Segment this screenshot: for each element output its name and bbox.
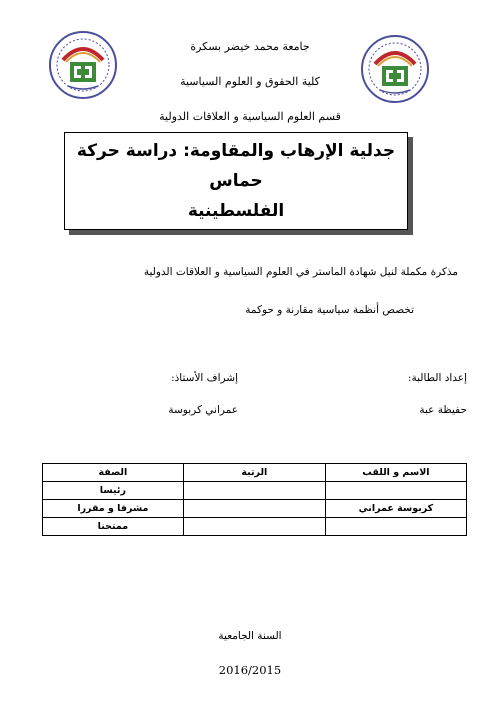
cell-name xyxy=(325,518,466,536)
cell-role: ممتحنا xyxy=(43,518,184,536)
table-row xyxy=(43,518,467,536)
faculty-name: كلية الحقوق و العلوم السياسية xyxy=(180,75,320,88)
cell-rank xyxy=(183,482,325,500)
cell-rank xyxy=(183,518,325,536)
specialty: تخصص أنظمة سياسية مقارنة و حوكمة xyxy=(245,304,414,316)
supervisor-name: عمراني كربوسة xyxy=(168,404,238,416)
jury-table xyxy=(42,463,467,536)
thesis-title-line1: جدلية الإرهاب والمقاومة: دراسة حركة حماس xyxy=(76,141,396,191)
table-row xyxy=(43,500,467,518)
cell-rank xyxy=(183,500,325,518)
student-name: حفيظة عبة xyxy=(419,404,467,416)
thesis-title-box xyxy=(64,132,408,230)
header-role: الصفة xyxy=(43,464,184,482)
jury-header-row xyxy=(43,464,467,482)
header-name: الاسم و اللقب xyxy=(325,464,466,482)
supervisor-label: إشراف الأستاذ: xyxy=(171,372,238,384)
student-label: إعداد الطالبة: xyxy=(407,372,467,384)
academic-year: 2016/2015 xyxy=(218,663,282,677)
university-name: جامعة محمد خيضر بسكرة xyxy=(190,40,310,53)
cell-role: رئيسا xyxy=(43,482,184,500)
department-name: قسم العلوم السياسية و العلاقات الدولية xyxy=(159,110,341,123)
academic-year-label: السنة الجامعية xyxy=(218,630,282,642)
table-row xyxy=(43,482,467,500)
cell-name: كربوسة عمراني xyxy=(325,500,466,518)
thesis-title-line2: الفلسطينية xyxy=(187,201,285,221)
cell-role: مشرفا و مقررا xyxy=(43,500,184,518)
memo-description: مذكرة مكملة لنيل شهادة الماستر في العلوم السياسية و العلاقات الدولية xyxy=(143,266,458,278)
header-rank: الرتبة xyxy=(183,464,325,482)
cell-name xyxy=(325,482,466,500)
